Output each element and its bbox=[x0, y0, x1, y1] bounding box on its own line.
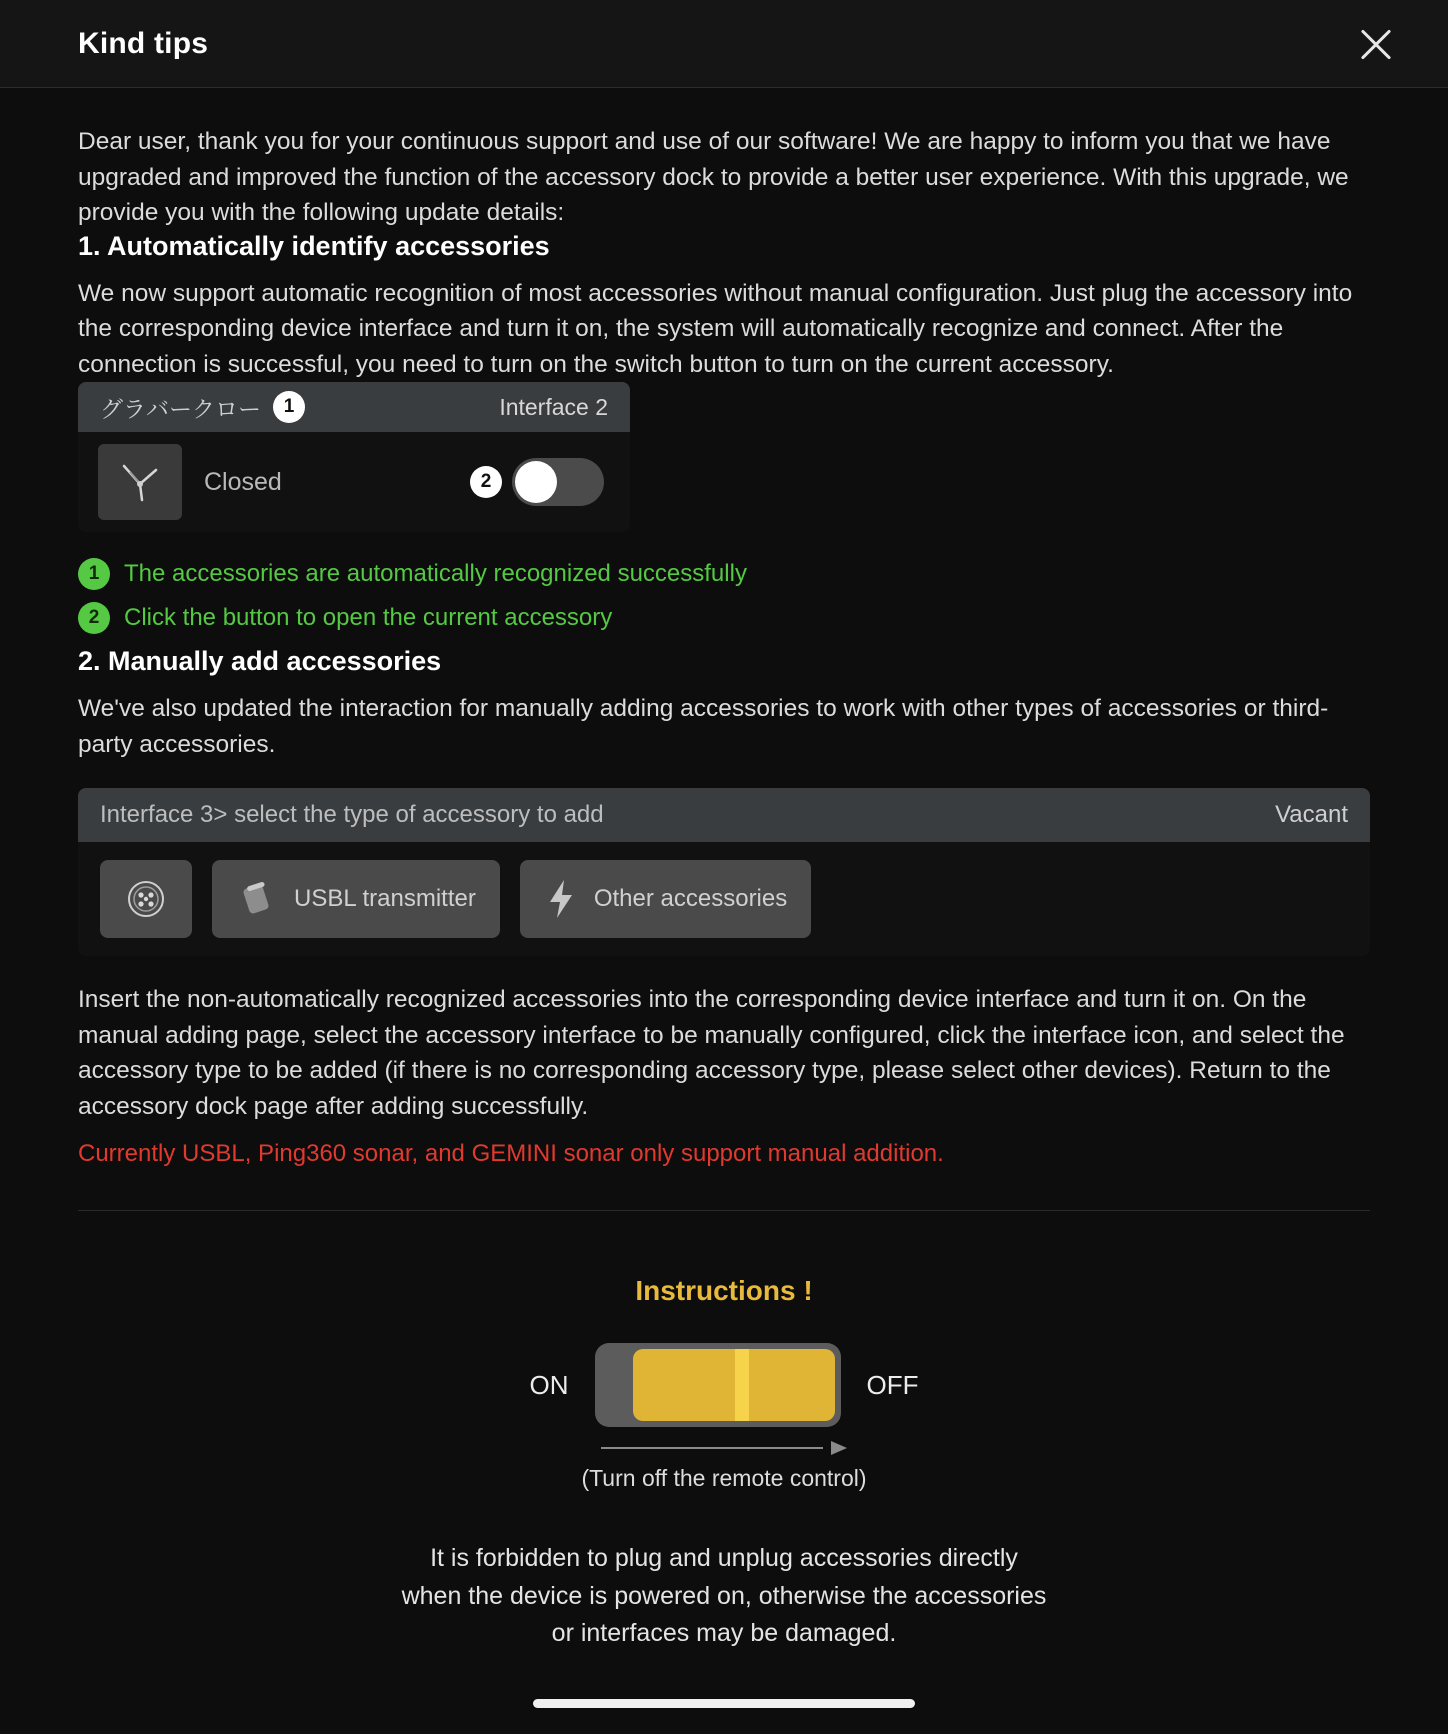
other-accessories-chip[interactable] bbox=[520, 860, 811, 938]
toggle-knob bbox=[515, 461, 557, 503]
switch-on-label: ON bbox=[529, 1369, 569, 1400]
connector-port-chip[interactable] bbox=[100, 860, 192, 938]
home-indicator bbox=[533, 1699, 915, 1708]
section-2-explanation: Insert the non-automatically recognized accessories into the corresponding device interface and turn it on. On the manual adding page, select the accessory interface to be manually configured, click the interface icon, and select the accessory type to be added (if there is no corresponding accessory type, please select other devices). Return to the accessory dock page after adding successfully. bbox=[78, 986, 1345, 1120]
instructions-title: Instructions ! bbox=[635, 1275, 813, 1307]
note-bullet: 1 bbox=[78, 558, 110, 590]
switch-slab bbox=[633, 1349, 835, 1421]
accessory-name: グラバークロー bbox=[100, 395, 261, 422]
dialog-content bbox=[0, 88, 1448, 1734]
manual-addition-warning: Currently USBL, Ping360 sonar, and GEMINI sonar only support manual addition. bbox=[78, 1140, 944, 1168]
intro-paragraph: Dear user, thank you for your continuous support and use of our software! We are happy to inform you that we have upgraded and improved the function of the accessory dock to provide a better user experience. With this upgrade, we provide you with the following update details: bbox=[78, 128, 1349, 227]
manual-add-panel bbox=[78, 788, 1370, 956]
section-2-paragraph: We've also updated the interaction for manually adding accessories to work with other types of accessories or third-party accessories. bbox=[78, 695, 1329, 758]
forbidden-line-3: or interfaces may be damaged. bbox=[551, 1619, 897, 1648]
section-1-paragraph: We now support automatic recognition of most accessories without manual configuration. Just plug the accessory into the corresponding device interface and turn it on, the system will automatically recognize and connect. After the connection is successful, you need to turn on the switch button to turn on the current accessory. bbox=[78, 279, 1353, 378]
note-text: Click the button to open the current accessory bbox=[124, 604, 613, 632]
note-text: The accessories are automatically recognized successfully bbox=[124, 560, 747, 588]
switch-caption: (Turn off the remote control) bbox=[581, 1465, 867, 1492]
power-switch-row bbox=[78, 1343, 1370, 1427]
forbidden-line-2: when the device is powered on, otherwise the accessories bbox=[401, 1581, 1047, 1610]
note-bullet: 2 bbox=[78, 602, 110, 634]
manual-add-label: Interface 3> select the type of accessory to add bbox=[100, 801, 604, 829]
page-title: Kind tips bbox=[78, 26, 209, 60]
section-1-heading: 1. Automatically identify accessories bbox=[78, 230, 550, 261]
callout-badge-2: 2 bbox=[470, 466, 502, 498]
accessory-toggle-group bbox=[470, 458, 604, 506]
switch-off-label: OFF bbox=[866, 1369, 919, 1400]
forbidden-notice bbox=[78, 1540, 1370, 1653]
close-icon[interactable] bbox=[1348, 16, 1404, 72]
other-accessories-label: Other accessories bbox=[593, 885, 788, 913]
accessory-status: Closed bbox=[204, 467, 282, 496]
manual-add-header bbox=[78, 788, 1370, 842]
accessory-power-toggle[interactable] bbox=[512, 458, 604, 506]
accessory-card-header-left bbox=[100, 391, 305, 424]
manual-add-status: Vacant bbox=[1275, 801, 1348, 829]
accessory-card bbox=[78, 382, 630, 532]
accessory-card-body bbox=[78, 432, 630, 532]
usbl-transmitter-label: USBL transmitter bbox=[294, 885, 476, 913]
usbl-transmitter-chip[interactable] bbox=[212, 860, 500, 938]
accessory-card-header bbox=[78, 382, 630, 432]
instructions-block bbox=[78, 1211, 1370, 1653]
forbidden-line-1: It is forbidden to plug and unplug accessories directly bbox=[430, 1544, 1018, 1573]
callout-badge-1: 1 bbox=[273, 391, 305, 423]
grabber-claw-icon bbox=[98, 444, 182, 520]
section-2-heading: 2. Manually add accessories bbox=[78, 646, 442, 677]
connector-port-icon bbox=[124, 877, 168, 921]
manual-add-chip-row bbox=[78, 842, 1370, 956]
dialog-titlebar bbox=[0, 0, 1448, 88]
accessory-interface-label: Interface 2 bbox=[499, 393, 608, 420]
power-switch-illustration bbox=[595, 1343, 841, 1427]
lightning-bolt-icon bbox=[544, 878, 578, 920]
callout-note-2 bbox=[78, 602, 1370, 634]
switch-direction-arrow-icon bbox=[601, 1437, 847, 1459]
usbl-transmitter-icon bbox=[236, 878, 278, 920]
callout-note-1 bbox=[78, 558, 1370, 590]
